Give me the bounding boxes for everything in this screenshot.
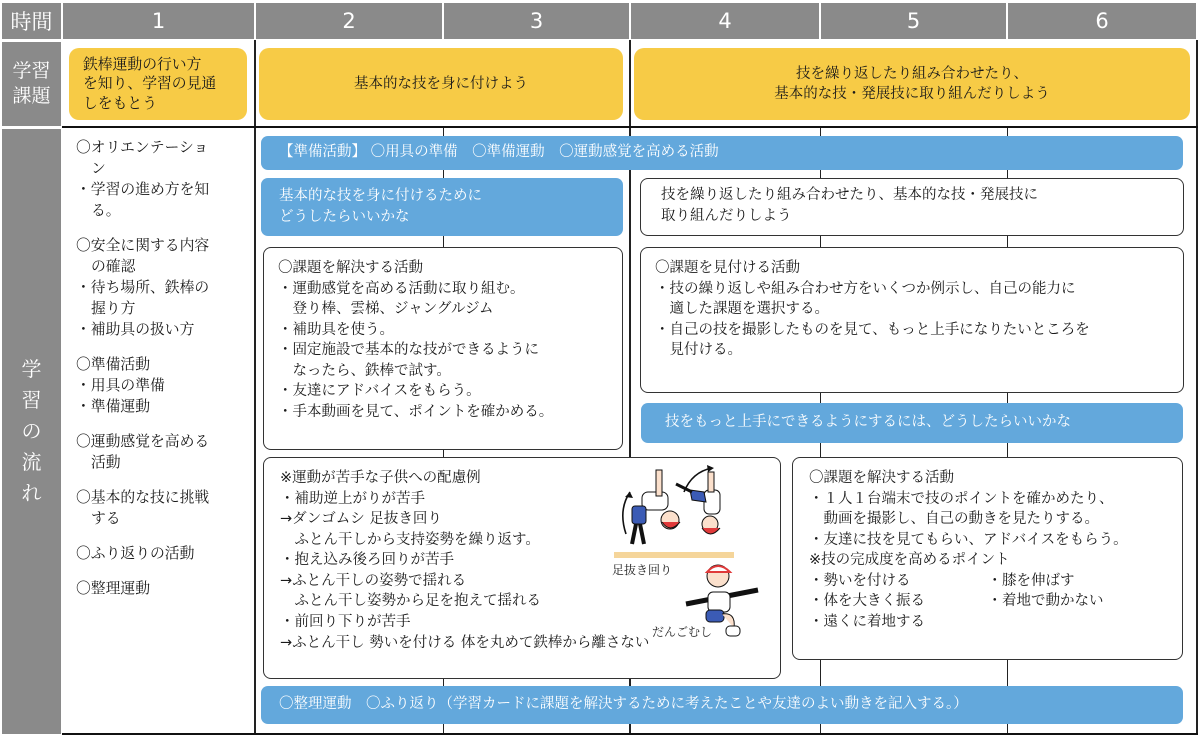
points-row: ・遠くに着地する <box>809 614 925 631</box>
header-period-3: 3 <box>444 3 629 39</box>
advanced-goal-box: 技を繰り返したり組み合わせたり、基本的な技・発展技に 取り組んだりしよう <box>640 178 1184 236</box>
flow-sense: 〇運動感覚を高める <box>76 433 210 450</box>
goal-period-1: 鉄棒運動の行い方 を知り、学習の見通 しをもとう <box>69 48 247 120</box>
solve-activity-advanced-box: 〇課題を解決する活動 ・１人１台端末で技のポイントを確かめたり、 動画を撮影し、自己の動きを見たりする。 ・友達に技を見てもらい、アドバイスをもらう。 ※技の完成度を高めるポイント ・勢いを付ける ・膝を伸ばす ・体を大きく振る ・着地で動かない ・遠くに着地する <box>792 457 1183 660</box>
closing-activity-bar: 〇整理運動 〇ふり返り（学習カードに課題を解決するために考えたことや友達のよい動きを記入する。） <box>261 686 1183 724</box>
goal-periods-4-6: 技を繰り返したり組み合わせたり、 基本的な技・発展技に取り組んだりしよう <box>634 48 1190 120</box>
flow-safety: 〇安全に関する内容 <box>76 237 210 254</box>
find-activity-box: 〇課題を見付ける活動 ・技の繰り返しや組み合わせ方をいくつか例示し、自己の能力に 適した課題を選択する。 ・自己の技を撮影したものを見て、もっと上手になりたいところを 見付ける。 <box>640 247 1184 393</box>
points-row: ・体を大きく振る ・着地で動かない <box>809 593 1104 610</box>
period-1-flow: 〇オリエンテーショ ン ・学習の進め方を知 る。 〇安全に関する内容 の確認 ・待ち場所、鉄棒の 握り方 ・補助具の扱い方 〇準備活動 ・用具の準備 ・準備運動 〇運動感覚を高める 活動 〇基本的な技に挑戦 する 〇ふり返りの活動 〇整理運動 <box>76 137 251 613</box>
flow-review: 〇ふり返りの活動 <box>76 545 195 562</box>
dangomushi-caption: だんごむし <box>652 625 713 639</box>
support-examples-box: ※運動が苦手な子供への配慮例 ・補助逆上がりが苦手 →ダンゴムシ 足抜き回り ふとん干しから支持姿勢を繰り返す。 ・抱え込み後ろ回りが苦手 →ふとん干しの姿勢で揺れる ふとん干し姿勢から足を抱えて揺れる ・前回り下りが苦手 →ふとん干し 勢いを付ける 体を丸めて鉄棒から離さない 足抜き回り だんごむし <box>263 457 781 679</box>
points-row: ・勢いを付ける ・膝を伸ばす <box>809 572 1075 589</box>
leg-through-illustration <box>604 462 744 562</box>
leg-through-caption: 足抜き回り <box>612 563 673 577</box>
prep-activity-bar: 【準備活動】 〇用具の準備 〇準備運動 〇運動感覚を高める活動 <box>261 136 1183 170</box>
row-label-goals: 学習課題 <box>2 42 61 126</box>
grid-line <box>254 40 256 735</box>
header-label-time: 時間 <box>2 3 61 39</box>
solve-activity-basic-box: 〇課題を解決する活動 ・運動感覚を高める活動に取り組む。 登り棒、雲梯、ジャングルジム ・補助具を使う。 ・固定施設で基本的な技ができるように なったら、鉄棒で試す。 ・友達にアドバイスをもらう。 ・手本動画を見て、ポイントを確かめる。 <box>263 247 623 450</box>
flow-cooldown: 〇整理運動 <box>76 580 150 597</box>
grid-line <box>62 126 1198 128</box>
header-period-5: 5 <box>821 3 1006 39</box>
header-period-1: 1 <box>63 3 254 39</box>
grid-line <box>1196 40 1198 735</box>
question-basic-bar: 基本的な技を身に付けるために どうしたらいいかな <box>261 178 623 236</box>
grid-line <box>62 733 1198 735</box>
question-advanced-bar: 技をもっと上手にできるようにするには、どうしたらいいかな <box>641 403 1183 443</box>
header-period-6: 6 <box>1008 3 1196 39</box>
flow-basic: 〇基本的な技に挑戦 <box>76 489 210 506</box>
row-label-flow: 学習の流れ <box>2 129 61 734</box>
goal-periods-2-3: 基本的な技を身に付けよう <box>259 48 623 120</box>
flow-prep: 〇準備活動 <box>76 356 150 373</box>
flow-orientation: 〇オリエンテーショ <box>76 139 209 156</box>
header-period-2: 2 <box>256 3 442 39</box>
header-period-4: 4 <box>631 3 819 39</box>
